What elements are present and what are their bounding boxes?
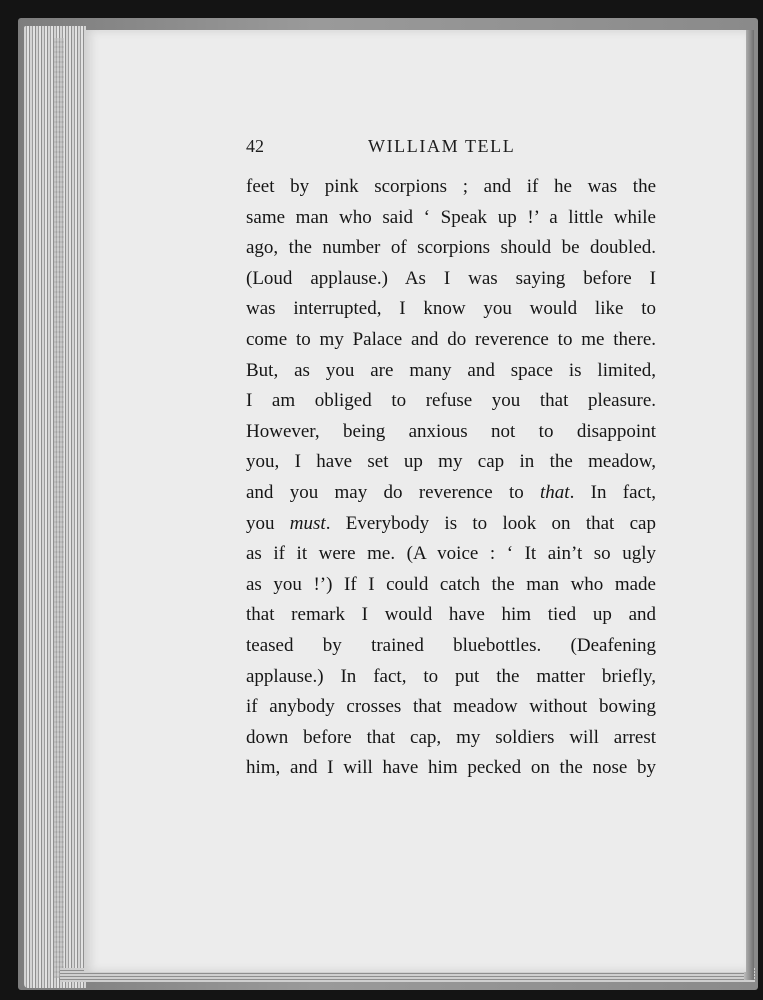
text-segment: him, and I will have him pecked on the nose by <box>246 757 656 779</box>
text-segment: . In fact, <box>569 481 656 503</box>
text-line <box>246 723 656 754</box>
text-line <box>246 447 656 478</box>
text-segment: come to my Palace and do reverence to me there. <box>246 328 656 350</box>
text-segment: teased by trained bluebottles. (Deafening <box>246 634 656 656</box>
text-line <box>246 570 656 601</box>
text-segment: same man who said ‘ Speak up !’ a little while <box>246 206 656 228</box>
text-line <box>246 631 656 662</box>
text-segment: I am obliged to refuse you that pleasure. <box>246 390 656 412</box>
text-segment: However, being anxious not to disappoint <box>246 420 656 442</box>
text-segment: as you !’) If I could catch the man who made <box>246 573 656 595</box>
text-line <box>246 539 656 570</box>
text-segment: . Everybody is to look on that cap <box>325 512 656 534</box>
text-line <box>246 417 656 448</box>
text-line <box>246 264 656 295</box>
text-segment: But, as you are many and space is limited, <box>246 359 656 381</box>
text-line <box>246 233 656 264</box>
text-segment: was interrupted, I know you would like to <box>246 298 656 320</box>
text-segment: if anybody crosses that meadow without bowing <box>246 696 656 718</box>
page-edges <box>24 26 86 988</box>
text-line <box>246 386 656 417</box>
text-segment: as if it were me. (A voice : ‘ It ain’t so ugly <box>246 543 656 565</box>
body-text <box>246 172 656 784</box>
text-segment: you, I have set up my cap in the meadow, <box>246 451 656 473</box>
page-header <box>246 136 656 160</box>
text-segment: ago, the number of scorpions should be doubled. <box>246 237 656 259</box>
text-line <box>246 600 656 631</box>
text-segment: applause.) In fact, to put the matter briefly, <box>246 665 656 687</box>
text-segment: (Loud applause.) As I was saying before I <box>246 267 656 289</box>
text-line <box>246 325 656 356</box>
running-title: WILLIAM TELL <box>368 136 516 156</box>
text-segment: that remark I would have him tied up and <box>246 604 656 626</box>
text-line <box>246 478 656 509</box>
text-line <box>246 356 656 387</box>
text-line <box>246 294 656 325</box>
text-segment: and you may do reverence to <box>246 481 541 503</box>
text-line <box>246 753 656 784</box>
text-line <box>246 203 656 234</box>
text-segment: you <box>246 512 290 534</box>
text-segment: feet by pink scorpions ; and if he was the <box>246 176 656 197</box>
text-line <box>246 172 656 203</box>
text-line <box>246 509 656 540</box>
italic-word: that <box>540 481 570 503</box>
text-line <box>246 662 656 693</box>
italic-word: must <box>289 512 326 534</box>
page-number: 42 <box>246 136 264 156</box>
text-line <box>246 692 656 723</box>
text-segment: down before that cap, my soldiers will arrest <box>246 726 656 748</box>
